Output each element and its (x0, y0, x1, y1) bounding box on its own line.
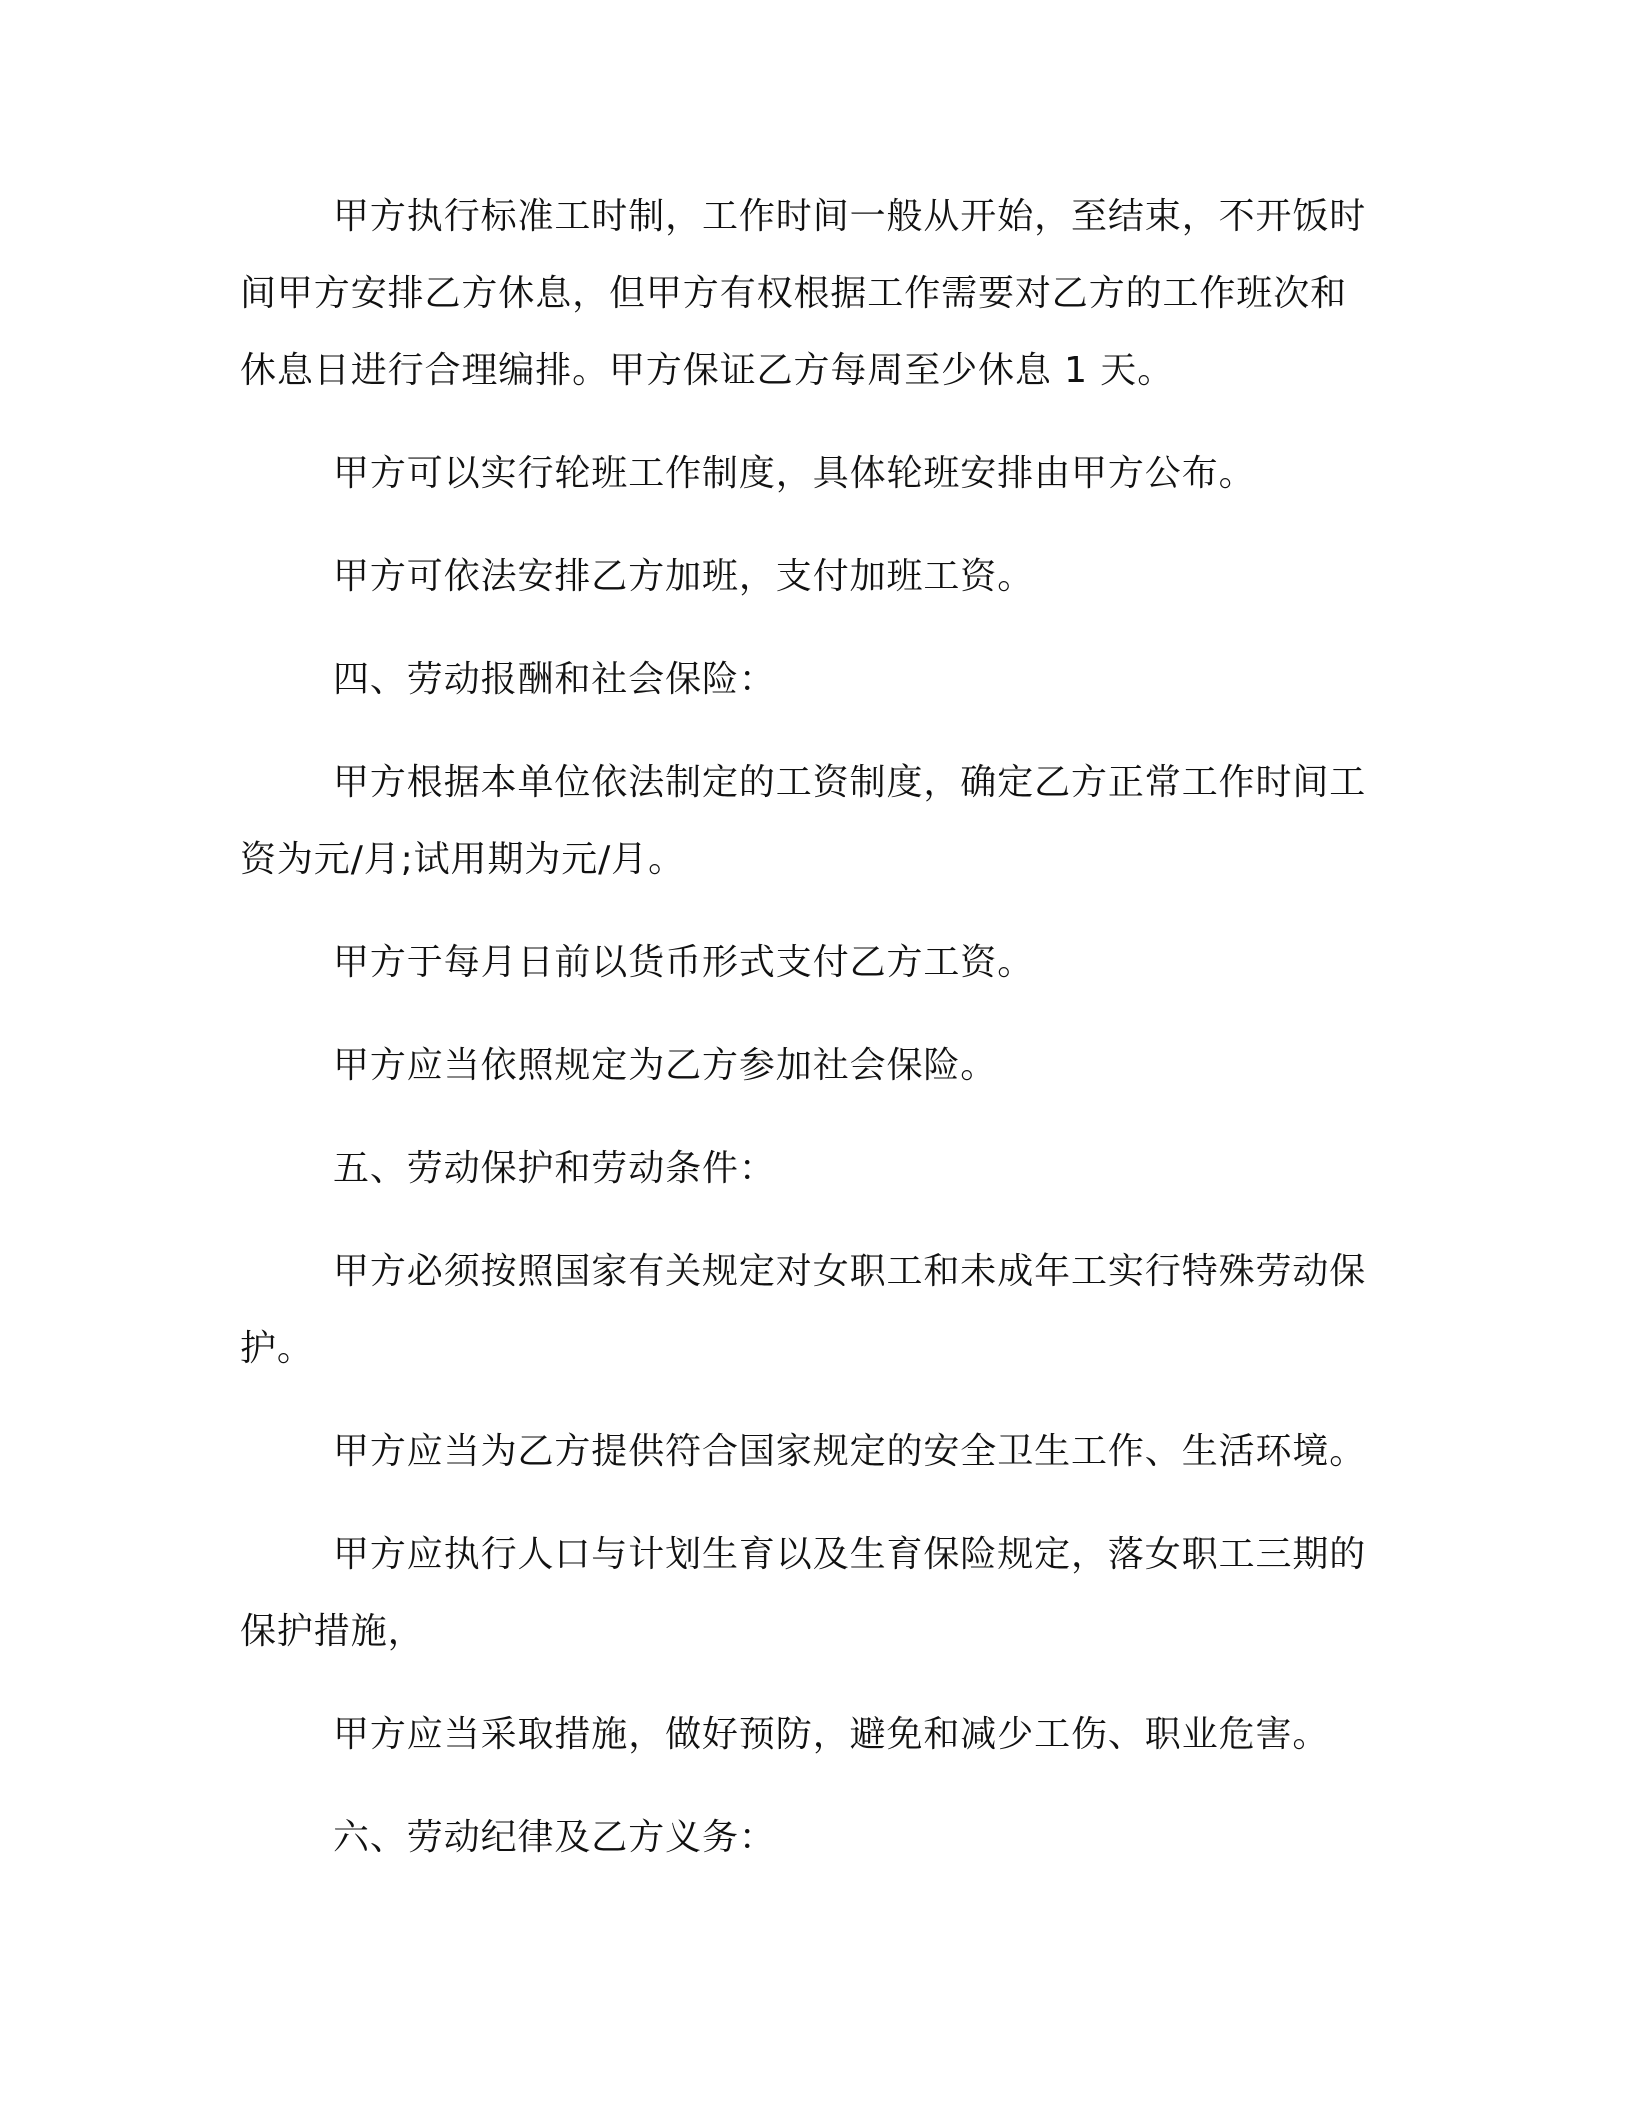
text-line: 资为元/月;试用期为元/月。 (240, 839, 685, 880)
text-line: 间甲方安排乙方休息，但甲方有权根据工作需要对乙方的工作班次和 (240, 273, 1348, 314)
paragraph-payment-date (240, 924, 1632, 1001)
paragraph-shift-work (240, 435, 1632, 512)
paragraph-work-environment (240, 1413, 1632, 1490)
text-line: 甲方可依法安排乙方加班，支付加班工资。 (333, 556, 1035, 597)
paragraph-maternity-protection (240, 1516, 1632, 1670)
section-heading: 六、劳动纪律及乙方义务： (333, 1817, 776, 1858)
section-heading-labor-protection (240, 1130, 1632, 1207)
text-line: 甲方可以实行轮班工作制度，具体轮班安排由甲方公布。 (333, 453, 1256, 494)
text-line: 休息日进行合理编排。甲方保证乙方每周至少休息 1 天。 (240, 350, 1175, 391)
paragraph-overtime (240, 538, 1632, 615)
text-line: 甲方根据本单位依法制定的工资制度，确定乙方正常工作时间工 (333, 762, 1367, 803)
section-heading-labor-discipline (240, 1799, 1632, 1876)
text-line: 甲方必须按照国家有关规定对女职工和未成年工实行特殊劳动保 (333, 1251, 1367, 1292)
text-line: 甲方应当采取措施，做好预防，避免和减少工伤、职业危害。 (333, 1714, 1330, 1755)
text-line: 护。 (240, 1328, 314, 1369)
paragraph-special-protection (240, 1233, 1632, 1387)
text-line: 甲方应当为乙方提供符合国家规定的安全卫生工作、生活环境。 (333, 1431, 1367, 1472)
text-line: 甲方于每月日前以货币形式支付乙方工资。 (333, 942, 1035, 983)
paragraph-salary (240, 744, 1632, 898)
text-line: 甲方执行标准工时制，工作时间一般从开始，至结束，不开饭时 (333, 196, 1367, 237)
section-heading-remuneration (240, 641, 1632, 718)
paragraph-injury-prevention (240, 1696, 1632, 1773)
text-line: 甲方应执行人口与计划生育以及生育保险规定，落女职工三期的 (333, 1534, 1367, 1575)
paragraph-working-hours (240, 178, 1632, 409)
section-heading: 五、劳动保护和劳动条件： (333, 1148, 776, 1189)
section-heading: 四、劳动报酬和社会保险： (333, 659, 776, 700)
paragraph-social-insurance (240, 1027, 1632, 1104)
text-line: 保护措施， (240, 1611, 425, 1652)
text-line: 甲方应当依照规定为乙方参加社会保险。 (333, 1045, 998, 1086)
